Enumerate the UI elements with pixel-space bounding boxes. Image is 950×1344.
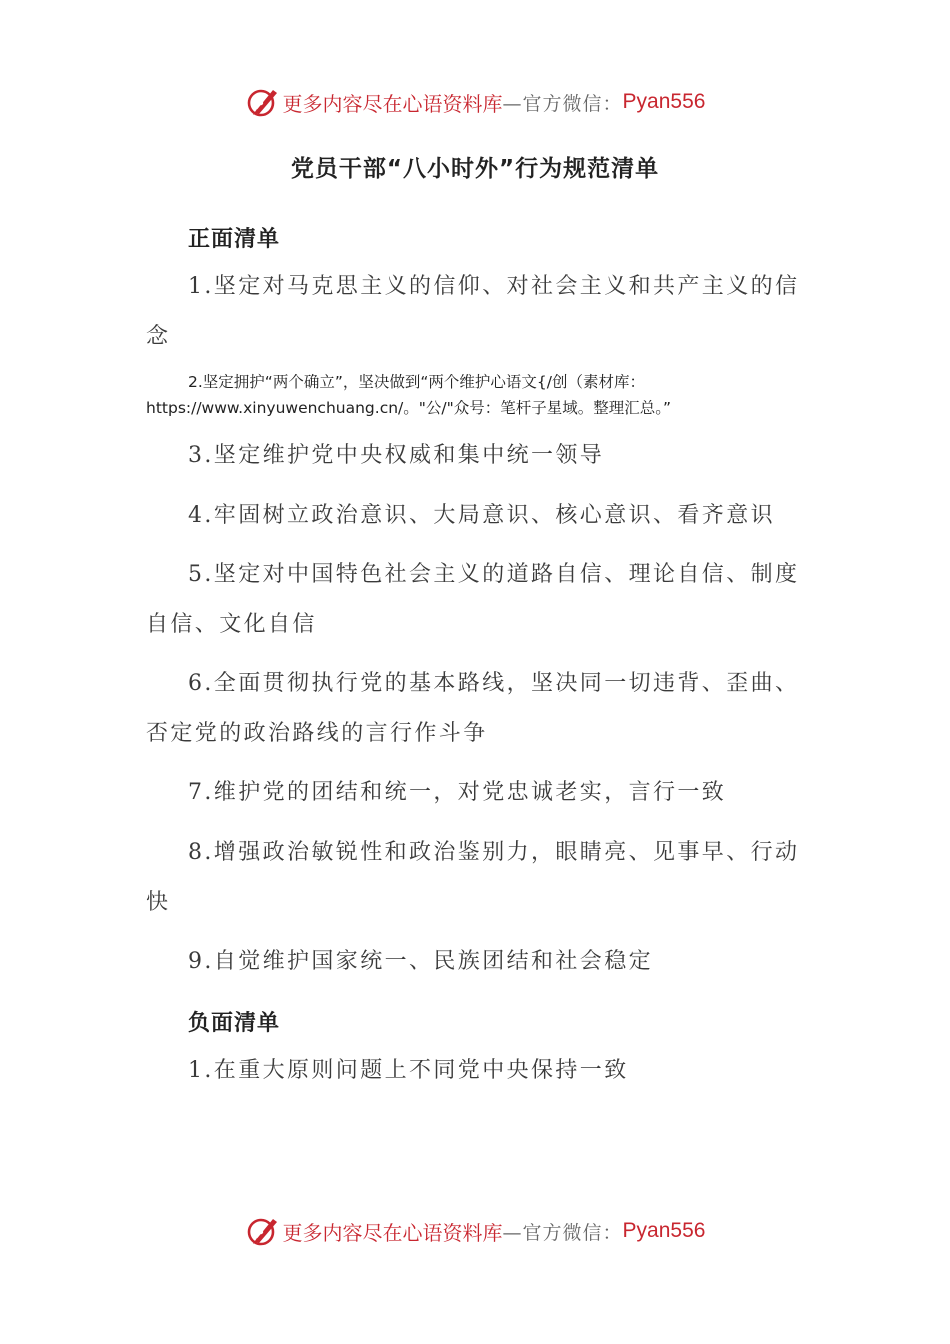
positive-item-1: 1.坚定对马克思主义的信仰、对社会主义和共产主义的信念 bbox=[146, 274, 800, 349]
banner-sub-text: —官方微信： bbox=[502, 92, 623, 115]
banner-main-text: 更多内容尽在心语资料库 bbox=[282, 91, 503, 116]
positive-item-6: 6.全面贯彻执行党的基本路线，坚决同一切违背、歪曲、否定党的政治路线的言行作斗争 bbox=[146, 671, 800, 746]
banner-sub-text: —官方微信： bbox=[502, 1221, 623, 1244]
banner-wechat-id: Pyan556 bbox=[622, 90, 706, 113]
positive-item-5: 5.坚定对中国特色社会主义的道路自信、理论自信、制度自信、文化自信 bbox=[146, 562, 800, 637]
positive-item-2-line-1: 2.坚定拥护“两个确立”，坚决做到“两个维护心语文{/创（素材库： bbox=[188, 373, 645, 391]
negative-list-heading: 负面清单 bbox=[188, 1011, 281, 1036]
positive-list-heading: 正面清单 bbox=[188, 227, 281, 252]
positive-item-7: 7.维护党的团结和统一，对党忠诚老实，言行一致 bbox=[188, 780, 727, 805]
banner-wechat-id: Pyan556 bbox=[622, 1219, 706, 1242]
positive-item-4: 4.牢固树立政治意识、大局意识、核心意识、看齐意识 bbox=[188, 503, 775, 528]
header-banner bbox=[0, 82, 950, 122]
positive-item-8: 8.增强政治敏锐性和政治鉴别力，眼睛亮、见事早、行动快 bbox=[146, 840, 800, 915]
positive-item-2-line-2: https://www.xinyuwenchuang.cn/。"公/"众号：笔杆子星域。整理汇总。” bbox=[146, 399, 672, 417]
positive-item-3: 3.坚定维护党中央权威和集中统一领导 bbox=[188, 443, 605, 468]
positive-item-2 bbox=[146, 369, 826, 421]
footer-banner bbox=[0, 1211, 950, 1251]
pen-logo-icon bbox=[245, 84, 281, 120]
negative-item-1: 1.在重大原则问题上不同党中央保持一致 bbox=[188, 1058, 629, 1083]
positive-item-9: 9.自觉维护国家统一、民族团结和社会稳定 bbox=[188, 949, 653, 974]
pen-logo-icon bbox=[245, 1213, 281, 1249]
document-title: 党员干部“八小时外”行为规范清单 bbox=[290, 156, 660, 182]
banner-main-text: 更多内容尽在心语资料库 bbox=[282, 1220, 503, 1245]
